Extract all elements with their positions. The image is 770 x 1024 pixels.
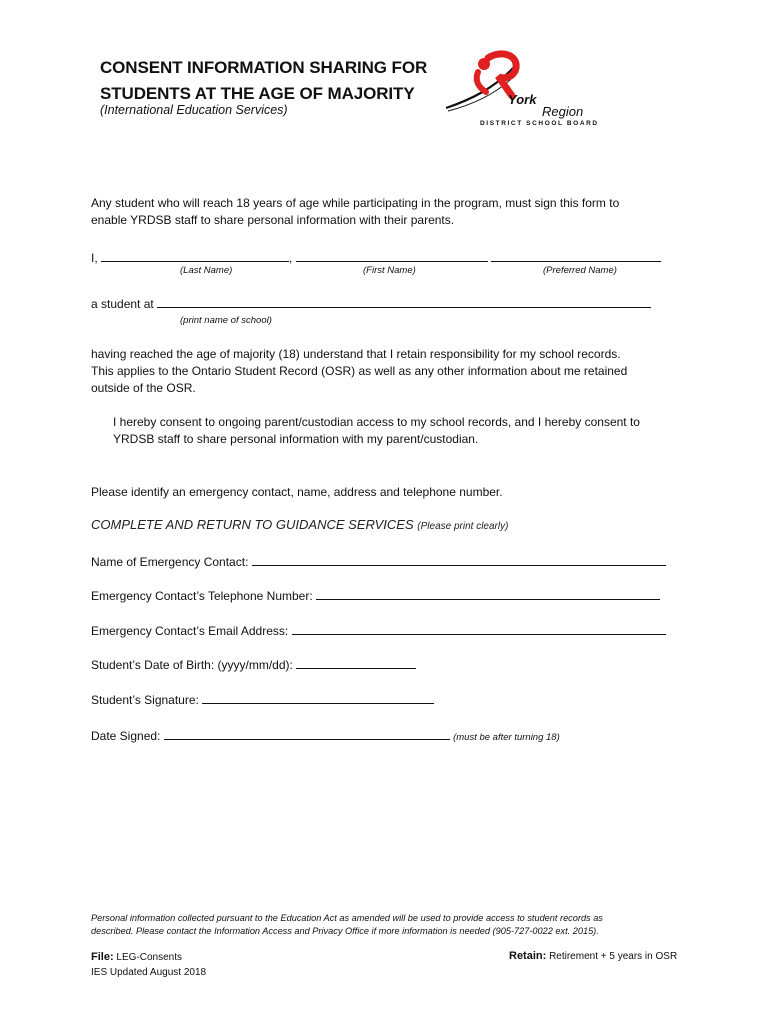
- form-title: [100, 55, 427, 107]
- signature-line[interactable]: [202, 691, 434, 704]
- emergency-name-line[interactable]: [252, 553, 666, 566]
- date-signed-line[interactable]: [164, 727, 450, 740]
- dob-row: [91, 656, 416, 674]
- consent-paragraph: [113, 414, 640, 448]
- logo-word-york: York: [508, 92, 537, 107]
- file-info: [91, 950, 206, 980]
- date-signed-note: (must be after turning 18): [453, 732, 560, 743]
- signature-label: Student’s Signature:: [91, 693, 199, 707]
- majority-paragraph: [91, 346, 627, 397]
- file-label: File:: [91, 951, 114, 963]
- name-comma: ,: [289, 251, 293, 265]
- title-line-1: CONSENT INFORMATION SHARING FOR: [100, 58, 428, 77]
- emergency-email-row: [91, 622, 666, 640]
- file-value: LEG-Consents: [116, 952, 182, 963]
- emergency-prompt: Please identify an emergency contact, name, address and telephone number.: [91, 485, 503, 499]
- retain-info: [509, 950, 677, 962]
- logo-word-region: Region: [542, 104, 584, 119]
- first-name-caption: (First Name): [363, 265, 416, 276]
- intro-line-1: Any student who will reach 18 years of age while participating in the program, must sign this form to: [91, 196, 620, 210]
- date-signed-row: [91, 727, 560, 746]
- updated-note: IES Updated August 2018: [91, 967, 207, 978]
- dob-label: Student’s Date of Birth: (yyyy/mm/dd):: [91, 658, 293, 672]
- school-row: [91, 295, 651, 313]
- complete-return-note: (Please print clearly): [417, 521, 509, 532]
- retain-value: Retirement + 5 years in OSR: [549, 951, 678, 962]
- last-name-line[interactable]: [101, 249, 289, 262]
- emergency-phone-row: [91, 587, 660, 605]
- dob-line[interactable]: [296, 656, 416, 669]
- preferred-name-line[interactable]: [491, 249, 661, 262]
- emergency-phone-label: Emergency Contact’s Telephone Number:: [91, 589, 313, 603]
- name-prefix: I,: [91, 251, 98, 265]
- preferred-name-caption: (Preferred Name): [543, 265, 617, 276]
- emergency-email-label: Emergency Contact’s Email Address:: [91, 624, 289, 638]
- complete-return-main: COMPLETE AND RETURN TO GUIDANCE SERVICES: [91, 517, 414, 532]
- school-caption: (print name of school): [180, 315, 272, 326]
- emergency-phone-line[interactable]: [316, 587, 660, 600]
- majority-line-1: having reached the age of majority (18) understand that I retain responsibility for my school records.: [91, 347, 621, 361]
- intro-line-2: enable YRDSB staff to share personal information with their parents.: [91, 213, 455, 227]
- emergency-email-line[interactable]: [292, 622, 666, 635]
- consent-line-2: YRDSB staff to share personal information with my parent/custodian.: [113, 432, 479, 446]
- school-prefix: a student at: [91, 297, 154, 311]
- retain-label: Retain:: [509, 950, 547, 962]
- title-line-2: STUDENTS AT THE AGE OF MAJORITY: [100, 84, 415, 103]
- signature-row: [91, 691, 434, 709]
- complete-return-heading: [91, 517, 508, 532]
- privacy-line-2: described. Please contact the Information Access and Privacy Office if more information is needed (905-727-0022 ext. 2015).: [91, 926, 599, 936]
- date-signed-label: Date Signed:: [91, 729, 161, 743]
- first-name-line[interactable]: [296, 249, 488, 262]
- intro-text: [91, 195, 619, 229]
- privacy-line-1: Personal information collected pursuant to the Education Act as amended will be used to provide access to student records as: [91, 913, 603, 923]
- majority-line-2: This applies to the Ontario Student Record (OSR) as well as any other information about me retained: [91, 364, 628, 378]
- majority-line-3: outside of the OSR.: [91, 381, 196, 395]
- school-name-line[interactable]: [157, 295, 651, 308]
- form-subtitle: (International Education Services): [100, 103, 288, 117]
- emergency-name-row: [91, 553, 666, 571]
- emergency-name-label: Name of Emergency Contact:: [91, 555, 249, 569]
- last-name-caption: (Last Name): [180, 265, 233, 276]
- consent-line-1: I hereby consent to ongoing parent/custodian access to my school records, and I hereby consent to: [113, 415, 640, 429]
- yrdsb-logo-icon: [440, 48, 600, 132]
- logo-board-name: DISTRICT SCHOOL BOARD: [480, 120, 599, 127]
- privacy-notice: [91, 912, 671, 938]
